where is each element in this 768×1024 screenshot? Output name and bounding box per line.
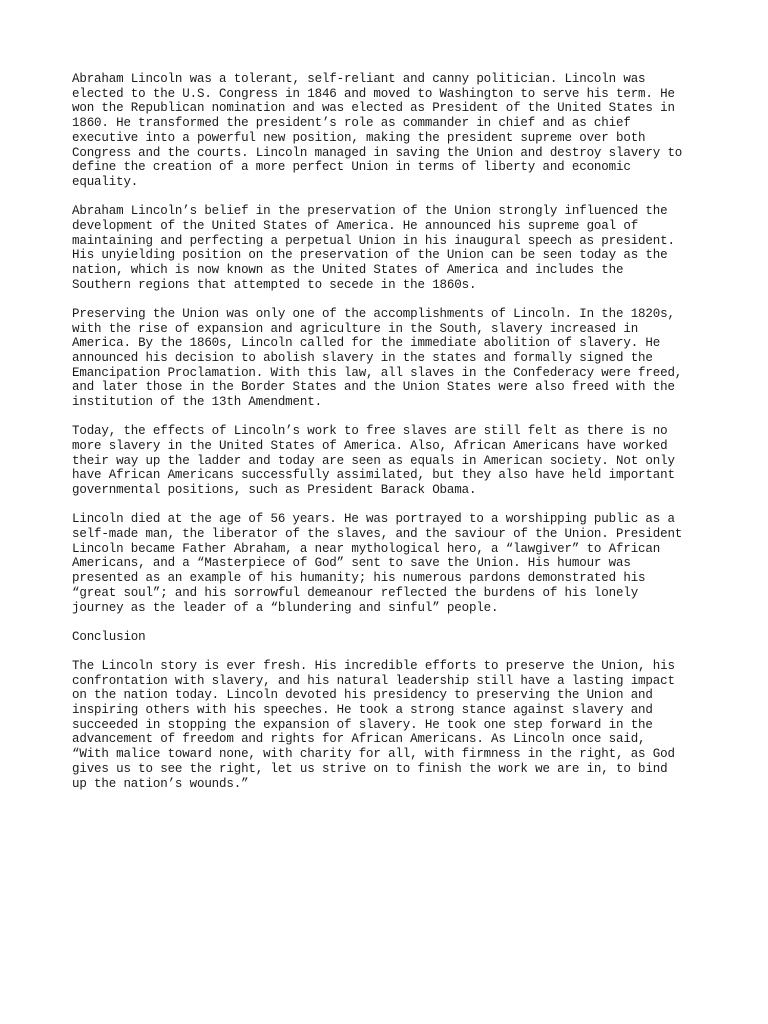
paragraph-intro: Abraham Lincoln was a tolerant, self-reliant and canny politician. Lincoln was elected to the U.S. Congress in 1846 and moved to Washington to serve his term. He won the Republican nomination and was elected as President of the United States in 1860. He transformed the president’s role as commander in chief and as chief executive into a powerful new position, making the president supreme over both Congress and the courts. Lincoln managed in saving the Union and destroy slavery to define the creation of a more perfect Union in terms of liberty and economic equality. [72,72,683,189]
document-page [72,72,712,806]
paragraph-conclusion: The Lincoln story is ever fresh. His incredible efforts to preserve the Union, his confrontation with slavery, and his natural leadership still have a lasting impact on the nation today. Lincoln devoted his presidency to preserving the Union and inspiring others with his speeches. He took a strong stance against slavery and succeeded in stopping the expansion of slavery. He took one step forward in the advancement of freedom and rights for African Americans. As Lincoln once said, “With malice toward none, with charity for all, with firmness in the right, as God gives us to see the right, let us strive on to finish the work we are in, to bind up the nation’s wounds.” [72,658,675,791]
paragraph-union-belief: Abraham Lincoln’s belief in the preservation of the Union strongly influenced the development of the United States of America. He announced his supreme goal of maintaining and perfecting a perpetual Union in his inaugural speech as president. His unyielding position on the preservation of the Union can be seen today as the nation, which is now known as the United States of America and includes the Southern regions that attempted to secede in the 1860s. [72,204,675,292]
conclusion-heading: Conclusion [72,629,146,644]
paragraph-accomplishments: Preserving the Union was only one of the accomplishments of Lincoln. In the 1820s, with the rise of expansion and agriculture in the South, slavery increased in America. By the 1860s, Lincoln called for the immediate abolition of slavery. He announced his decision to abolish slavery in the states and formally signed the Emancipation Proclamation. With this law, all slaves in the Confederacy were freed, and later those in the Border States and the Union States were also freed with the institution of the 13th Amendment. [72,306,683,410]
paragraph-legacy: Lincoln died at the age of 56 years. He was portrayed to a worshipping public as a self-made man, the liberator of the slaves, and the saviour of the Union. President Lincoln became Father Abraham, a near mythological hero, a “lawgiver” to African Americans, and a “Masterpiece of God” sent to save the Union. His humour was presented as an example of his humanity; his numerous pardons demonstrated his “great soul”; and his sorrowful demeanour reflected the burdens of his lonely journey as the leader of a “blundering and sinful” people. [72,512,683,615]
paragraph-effects-today: Today, the effects of Lincoln’s work to free slaves are still felt as there is no more slavery in the United States of America. Also, African Americans have worked their way up the ladder and today are seen as equals in American society. Not only have African Americans successfully assimilated, but they also have held important governmental positions, such as President Barack Obama. [72,424,675,498]
